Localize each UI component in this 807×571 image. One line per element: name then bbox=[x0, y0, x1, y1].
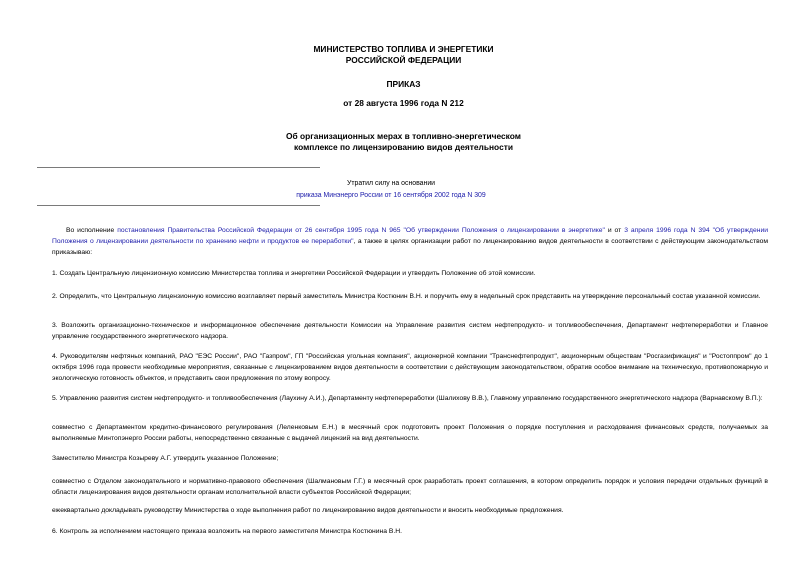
doc-title-line-2: комплексе по лицензированию видов деятельности bbox=[294, 141, 513, 152]
doc-date-number: от 28 августа 1996 года N 212 bbox=[343, 98, 464, 108]
paragraph-5-item-2: совместно с Отделом законодательного и нормативно-правового обеспечения (Шалмановым Г.Г.) в месячный срок разработать проект соглашения, в котором определить порядок и условия передачи отдельных функций в области лицензирования видов деятельности органам исполнительной власти субъектов Российской Федерации; bbox=[52, 478, 768, 497]
preamble-link-resolution-394[interactable]: 3 апреля 1996 года N 394 "Об утверждении Положения о лицензировании деятельности по хранению нефти и продуктов ее переработки" bbox=[52, 227, 768, 246]
paragraph-4: 4. Руководителям нефтяных компаний, РАО "ЕЭС России", РАО "Газпром", ГП "Российская угольная компания", акционерной компании "Транснефтепродукт", акционерным обществам "Росгазификация" и "Ростоппром" до 1 октября 1996 года провести необходимые мероприятия, связанные с лицензированием видов деятельности в соответствии с действующим законодательством, обратив особое внимание на техническую, противопожарную и экологическую готовность объектов, и представить свои предложения по этому вопросу. bbox=[52, 353, 768, 383]
doc-title bbox=[0, 131, 807, 152]
paragraph-1: 1. Создать Центральную лицензионную комиссию Министерства топлива и энергетики Российской Федерации и утвердить Положение об этой комиссии. bbox=[52, 270, 536, 277]
preamble-text-2: и от bbox=[604, 227, 625, 234]
preamble-paragraph bbox=[52, 225, 768, 259]
preamble-link-resolution-965[interactable]: постановления Правительства Российской Федерации от 26 сентября 1995 года N 965 "Об утверждении Положения о лицензировании в энергетике" bbox=[117, 227, 605, 234]
ministry-line-2: РОССИЙСКОЙ ФЕДЕРАЦИИ bbox=[345, 54, 462, 65]
paragraph-5-deputy: Заместителю Министра Козыреву А.Г. утвердить указанное Положение; bbox=[52, 455, 279, 462]
repeal-text: Утратил силу на основании bbox=[346, 180, 436, 187]
preamble-text-3: , а также в целях организации работ по лицензированию видов деятельности в соответствии с действующим законодательством приказываю: bbox=[52, 238, 768, 257]
paragraph-5-item-1: совместно с Департаментом кредитно-финансового регулирования (Леленковым Е.Н.) в месячный срок подготовить проект Положения о порядке поступления и расходования финансовых средств, получаемых за выполняемые Минтопэнерго России работы, непосредственно связанные с выдачей лицензий на вид деятельности. bbox=[52, 424, 768, 443]
paragraph-3: 3. Возложить организационно-техническое и информационное обеспечение деятельности Комиссии на Управление развития систем нефтепродукто- и топливообеспечения, Департамент нефтепереработки и Главное управление государственного энергетического надзора. bbox=[52, 322, 768, 341]
repeal-link[interactable]: приказа Минэнерго России от 16 сентября 2002 года N 309 bbox=[296, 191, 486, 199]
ministry-line-1: МИНИСТЕРСТВО ТОПЛИВА И ЭНЕРГЕТИКИ bbox=[313, 44, 494, 54]
paragraph-6: 6. Контроль за исполнением настоящего приказа возложить на первого заместителя Министра Костюнина В.Н. bbox=[52, 528, 402, 535]
paragraph-5: 5. Управлению развития систем нефтепродукто- и топливообеспечения (Лаухину А.И.), Департаменту нефтепереработки (Шалихову В.В.), Главному управлению государственного энергетического надзора (Варнавскому В.П.): bbox=[52, 395, 763, 402]
doc-title-line-1: Об организационных мерах в топливно-энергетическом bbox=[286, 131, 521, 141]
top-divider bbox=[37, 167, 320, 168]
paragraph-2: 2. Определить, что Центральную лицензионную комиссию возглавляет первый заместитель Министра Костюнин В.Н. и поручить ему в недельный срок представить на утверждение персональный состав указанной комиссии. bbox=[52, 293, 761, 300]
preamble-text-1: Во исполнение bbox=[66, 227, 118, 234]
bottom-divider bbox=[37, 205, 320, 206]
ministry-heading bbox=[0, 44, 807, 65]
paragraph-5-item-3: ежеквартально докладывать руководству Министерства о ходе выполнения работ по лицензированию видов деятельности и вносить необходимые предложения. bbox=[52, 507, 564, 514]
repeal-note bbox=[200, 178, 582, 201]
doc-type: ПРИКАЗ bbox=[386, 79, 421, 89]
